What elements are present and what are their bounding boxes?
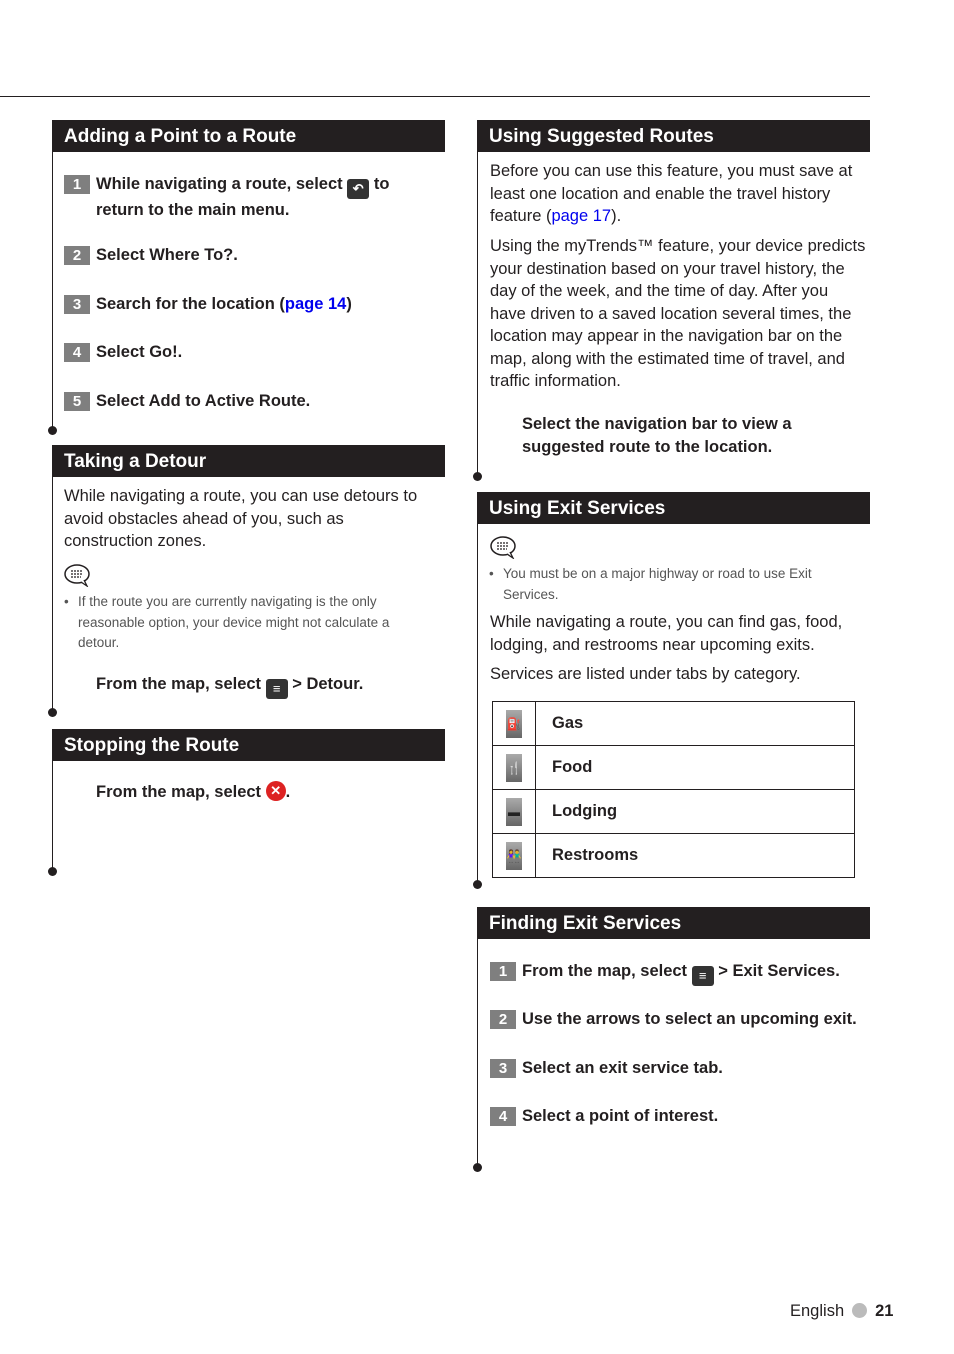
footer-dot: [852, 1303, 867, 1318]
fork-knife-icon: 🍴: [506, 754, 522, 782]
note-icon: [489, 535, 517, 559]
step-text: Select a point of interest.: [522, 1107, 719, 1125]
table-row: [493, 790, 855, 834]
section-end-dot: [48, 426, 57, 435]
category-label: Lodging: [536, 790, 855, 834]
section-heading: Taking a Detour: [52, 445, 445, 477]
step-number: 1: [490, 962, 516, 981]
section-end-dot: [48, 867, 57, 876]
step-text: to return to the main menu.: [96, 175, 390, 219]
body-text: Services are listed under tabs by category.: [490, 665, 801, 683]
step-number: 3: [490, 1059, 516, 1078]
page-link[interactable]: page 17: [551, 207, 612, 225]
menu-icon: ≡: [266, 679, 288, 699]
body-text: While navigating a route, you can use detours to avoid obstacles ahead of you, such as construction zones.: [64, 487, 418, 550]
section-rule: [477, 907, 478, 1167]
step-text: From the map, select: [522, 962, 688, 980]
step-text: While navigating a route, select: [96, 175, 343, 193]
section-end-dot: [48, 708, 57, 717]
gas-pump-icon: ⛽: [506, 710, 522, 738]
step-2: [490, 1008, 857, 1031]
instruction: [96, 673, 363, 699]
step-number: 5: [64, 392, 90, 411]
restroom-icon: 👫: [506, 842, 522, 870]
footer: [790, 1302, 893, 1321]
note-text: • You must be on a major highway or road to use Exit Services.: [489, 564, 853, 605]
step-text: From the map, select: [96, 783, 262, 801]
section-rule: [477, 492, 478, 884]
step-number: 4: [490, 1107, 516, 1126]
step-2: [64, 244, 238, 267]
step-number: 3: [64, 295, 90, 314]
step-text: Select Go!.: [96, 343, 183, 361]
section-heading: Using Suggested Routes: [477, 120, 870, 152]
menu-icon: ≡: [692, 966, 714, 986]
section-rule: [52, 445, 53, 712]
section-end-dot: [473, 1163, 482, 1172]
back-icon: ↶: [347, 179, 369, 199]
step-text: Search for the location (: [96, 295, 285, 313]
instruction: [96, 781, 290, 804]
table-row: [493, 702, 855, 746]
note-icon: [63, 563, 91, 587]
bed-icon: ▬: [506, 798, 522, 826]
table-row: [493, 746, 855, 790]
step-text: .: [285, 783, 291, 801]
step-text: Use the arrows to select an upcoming exit.: [522, 1010, 857, 1028]
step-text: Select Add to Active Route.: [96, 392, 311, 410]
language-label: English: [790, 1302, 845, 1320]
step-1: [64, 173, 434, 222]
step-number: 2: [490, 1010, 516, 1029]
table-row: [493, 834, 855, 878]
stop-icon: ✕: [266, 781, 286, 801]
section-heading: Using Exit Services: [477, 492, 870, 524]
section-heading: Adding a Point to a Route: [52, 120, 445, 152]
instruction: Select the navigation bar to view a suggested route to the location.: [522, 415, 792, 456]
step-text: Select Where To?.: [96, 246, 238, 264]
exit-services-table: [492, 701, 855, 878]
category-label: Gas: [536, 702, 855, 746]
step-number: 2: [64, 246, 90, 265]
step-text: From the map, select: [96, 675, 262, 693]
section-heading: Finding Exit Services: [477, 907, 870, 939]
step-1: [490, 960, 840, 986]
text: Before you can use this feature, you must save at least one location and enable the travel history feature (: [490, 162, 853, 225]
section-heading: Stopping the Route: [52, 729, 445, 761]
body-text: While navigating a route, you can find gas, food, lodging, and restrooms near upcoming exits.: [490, 613, 843, 654]
top-rule: [0, 96, 870, 97]
step-4: [490, 1105, 718, 1128]
note-text: • If the route you are currently navigating is the only reasonable option, your device might not calculate a detour.: [64, 592, 428, 654]
step-text: ): [346, 295, 352, 313]
step-3: [490, 1057, 723, 1080]
category-label: Restrooms: [536, 834, 855, 878]
section-end-dot: [473, 880, 482, 889]
step-4: [64, 341, 182, 364]
step-text: Select an exit service tab.: [522, 1059, 723, 1077]
step-5: [64, 390, 310, 413]
page-number: 21: [875, 1302, 894, 1320]
step-number: 1: [64, 175, 90, 194]
step-text: > Exit Services.: [718, 962, 840, 980]
page-link[interactable]: page 14: [284, 295, 347, 313]
step-3: [64, 293, 352, 316]
text: ).: [611, 207, 622, 225]
section-end-dot: [473, 472, 482, 481]
body-text: Using the myTrends™ feature, your device predicts your destination based on your travel history, the day of the week, and the time of day. After you have driven to a saved location several times, the location may appear in the navigation bar on the map, along with the estimated time of travel, and traffic information.: [490, 237, 866, 390]
category-label: Food: [536, 746, 855, 790]
step-number: 4: [64, 343, 90, 362]
section-rule: [52, 120, 53, 430]
body-text: [490, 160, 865, 228]
section-rule: [477, 120, 478, 476]
step-text: > Detour.: [292, 675, 364, 693]
